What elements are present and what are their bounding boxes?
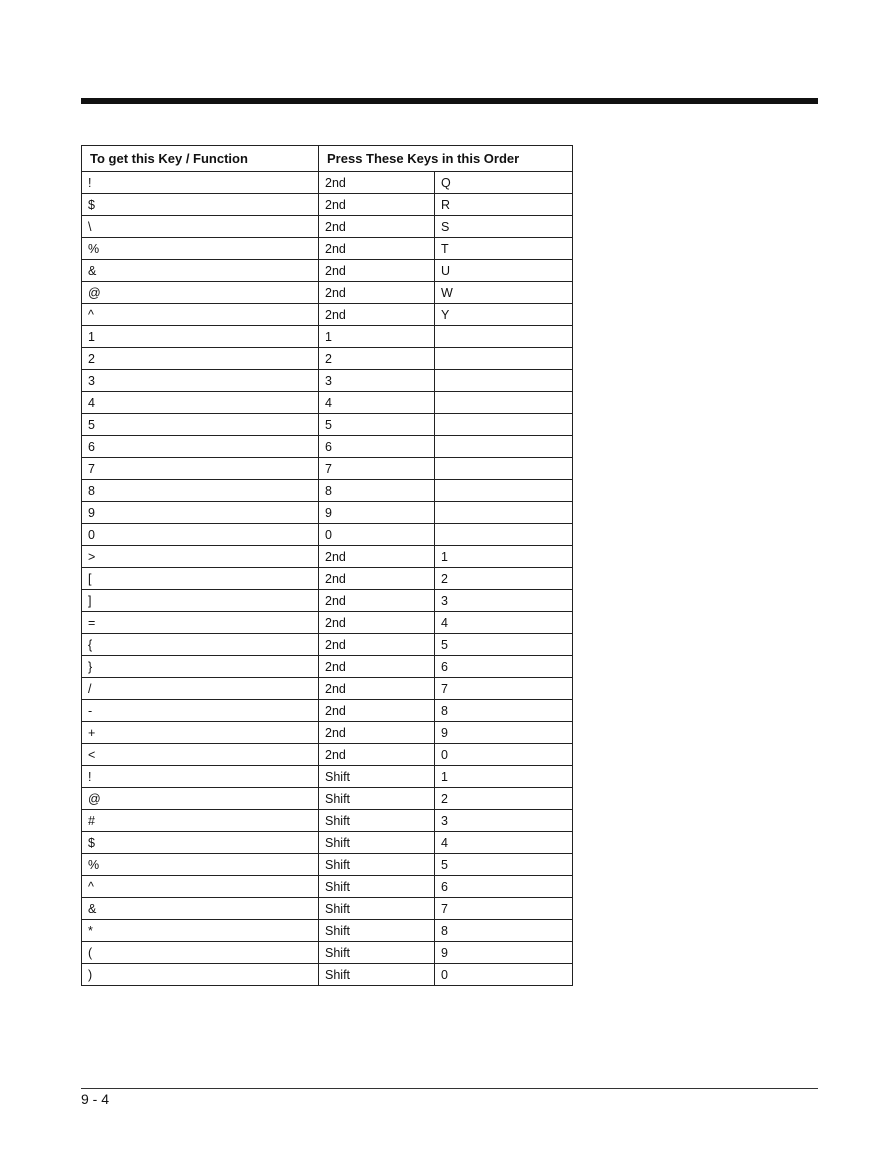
table-row (82, 700, 573, 722)
cell-key-function: + (82, 722, 319, 744)
cell-key-function: ! (82, 172, 319, 194)
cell-first-key: 1 (319, 326, 435, 348)
cell-key-function: { (82, 634, 319, 656)
cell-second-key: 4 (435, 832, 573, 854)
cell-second-key (435, 370, 573, 392)
table-row (82, 788, 573, 810)
cell-second-key (435, 348, 573, 370)
page-number: 9 - 4 (81, 1091, 110, 1107)
cell-key-function: * (82, 920, 319, 942)
cell-key-function: $ (82, 194, 319, 216)
cell-first-key: Shift (319, 876, 435, 898)
cell-first-key: 2nd (319, 194, 435, 216)
cell-first-key: 2nd (319, 568, 435, 590)
table-row (82, 612, 573, 634)
cell-second-key: W (435, 282, 573, 304)
table-row (82, 832, 573, 854)
cell-second-key: 1 (435, 766, 573, 788)
cell-second-key: 3 (435, 810, 573, 832)
table-row (82, 238, 573, 260)
cell-first-key: 2nd (319, 282, 435, 304)
cell-second-key: 0 (435, 964, 573, 986)
cell-second-key: S (435, 216, 573, 238)
cell-second-key: 6 (435, 656, 573, 678)
table-row (82, 920, 573, 942)
cell-key-function: 7 (82, 458, 319, 480)
cell-key-function: 2 (82, 348, 319, 370)
table-row (82, 744, 573, 766)
cell-first-key: Shift (319, 964, 435, 986)
table-row (82, 304, 573, 326)
cell-second-key: 4 (435, 612, 573, 634)
table-row (82, 964, 573, 986)
header-key-function: To get this Key / Function (82, 146, 319, 172)
table-row (82, 942, 573, 964)
cell-key-function: 8 (82, 480, 319, 502)
cell-second-key: Y (435, 304, 573, 326)
cell-second-key: Q (435, 172, 573, 194)
table-row (82, 436, 573, 458)
cell-first-key: 2nd (319, 238, 435, 260)
table-row (82, 392, 573, 414)
cell-key-function: - (82, 700, 319, 722)
cell-second-key: 3 (435, 590, 573, 612)
cell-second-key: 1 (435, 546, 573, 568)
cell-key-function: ^ (82, 876, 319, 898)
cell-key-function: / (82, 678, 319, 700)
table-row (82, 766, 573, 788)
cell-second-key: 8 (435, 700, 573, 722)
key-function-table (81, 145, 573, 986)
cell-second-key (435, 480, 573, 502)
table-row (82, 370, 573, 392)
cell-key-function: $ (82, 832, 319, 854)
cell-first-key: 2nd (319, 744, 435, 766)
cell-second-key (435, 392, 573, 414)
cell-second-key: 7 (435, 898, 573, 920)
table-row (82, 722, 573, 744)
table-row (82, 348, 573, 370)
cell-first-key: 8 (319, 480, 435, 502)
table-row (82, 590, 573, 612)
cell-first-key: 2nd (319, 700, 435, 722)
cell-second-key: 2 (435, 788, 573, 810)
cell-second-key: 7 (435, 678, 573, 700)
cell-first-key: 2nd (319, 612, 435, 634)
table-row (82, 502, 573, 524)
table-row (82, 480, 573, 502)
table-row (82, 326, 573, 348)
cell-first-key: 2nd (319, 304, 435, 326)
cell-first-key: 2nd (319, 172, 435, 194)
cell-key-function: & (82, 260, 319, 282)
cell-key-function: 1 (82, 326, 319, 348)
cell-first-key: Shift (319, 832, 435, 854)
cell-first-key: Shift (319, 810, 435, 832)
table-row (82, 458, 573, 480)
cell-first-key: 2nd (319, 590, 435, 612)
table-row (82, 810, 573, 832)
cell-key-function: 5 (82, 414, 319, 436)
table-row (82, 216, 573, 238)
cell-key-function: 9 (82, 502, 319, 524)
cell-key-function: ! (82, 766, 319, 788)
cell-second-key: T (435, 238, 573, 260)
cell-key-function: \ (82, 216, 319, 238)
cell-first-key: Shift (319, 854, 435, 876)
cell-key-function: 4 (82, 392, 319, 414)
table-row (82, 876, 573, 898)
cell-second-key (435, 414, 573, 436)
cell-first-key: 2nd (319, 656, 435, 678)
cell-first-key: 2nd (319, 260, 435, 282)
cell-key-function: & (82, 898, 319, 920)
cell-first-key: 0 (319, 524, 435, 546)
cell-second-key: 9 (435, 942, 573, 964)
cell-first-key: 5 (319, 414, 435, 436)
cell-first-key: 2nd (319, 546, 435, 568)
cell-second-key: 5 (435, 854, 573, 876)
cell-key-function: < (82, 744, 319, 766)
cell-first-key: 3 (319, 370, 435, 392)
cell-key-function: @ (82, 282, 319, 304)
table-row (82, 414, 573, 436)
cell-key-function: ) (82, 964, 319, 986)
table-header-row (82, 146, 573, 172)
table-row (82, 260, 573, 282)
cell-key-function: [ (82, 568, 319, 590)
cell-first-key: Shift (319, 920, 435, 942)
cell-first-key: 2nd (319, 634, 435, 656)
cell-first-key: 2nd (319, 678, 435, 700)
cell-second-key (435, 436, 573, 458)
cell-key-function: > (82, 546, 319, 568)
cell-key-function: ] (82, 590, 319, 612)
cell-second-key: 9 (435, 722, 573, 744)
cell-key-function: # (82, 810, 319, 832)
table-row (82, 524, 573, 546)
cell-second-key (435, 524, 573, 546)
cell-key-function: ( (82, 942, 319, 964)
cell-first-key: Shift (319, 942, 435, 964)
header-rule (81, 98, 818, 104)
cell-first-key: Shift (319, 788, 435, 810)
table-row (82, 854, 573, 876)
cell-key-function: ^ (82, 304, 319, 326)
table-row (82, 546, 573, 568)
cell-first-key: 7 (319, 458, 435, 480)
table-row (82, 678, 573, 700)
cell-second-key: U (435, 260, 573, 282)
cell-second-key: 8 (435, 920, 573, 942)
cell-first-key: 2nd (319, 722, 435, 744)
cell-second-key: 0 (435, 744, 573, 766)
cell-key-function: 3 (82, 370, 319, 392)
cell-first-key: 6 (319, 436, 435, 458)
cell-second-key (435, 502, 573, 524)
footer-rule (81, 1088, 818, 1089)
cell-first-key: 9 (319, 502, 435, 524)
table-row (82, 634, 573, 656)
table-row (82, 172, 573, 194)
cell-second-key (435, 458, 573, 480)
cell-key-function: 6 (82, 436, 319, 458)
table-row (82, 568, 573, 590)
table-row (82, 898, 573, 920)
cell-second-key: 2 (435, 568, 573, 590)
cell-key-function: % (82, 238, 319, 260)
header-press-keys: Press These Keys in this Order (319, 146, 573, 172)
table-row (82, 194, 573, 216)
cell-second-key: 6 (435, 876, 573, 898)
cell-first-key: Shift (319, 898, 435, 920)
cell-first-key: 2 (319, 348, 435, 370)
cell-key-function: 0 (82, 524, 319, 546)
cell-second-key (435, 326, 573, 348)
table-row (82, 282, 573, 304)
cell-first-key: 2nd (319, 216, 435, 238)
cell-key-function: % (82, 854, 319, 876)
table-row (82, 656, 573, 678)
cell-second-key: R (435, 194, 573, 216)
cell-key-function: @ (82, 788, 319, 810)
cell-key-function: = (82, 612, 319, 634)
cell-first-key: 4 (319, 392, 435, 414)
table-body (82, 172, 573, 986)
cell-key-function: } (82, 656, 319, 678)
cell-second-key: 5 (435, 634, 573, 656)
cell-first-key: Shift (319, 766, 435, 788)
